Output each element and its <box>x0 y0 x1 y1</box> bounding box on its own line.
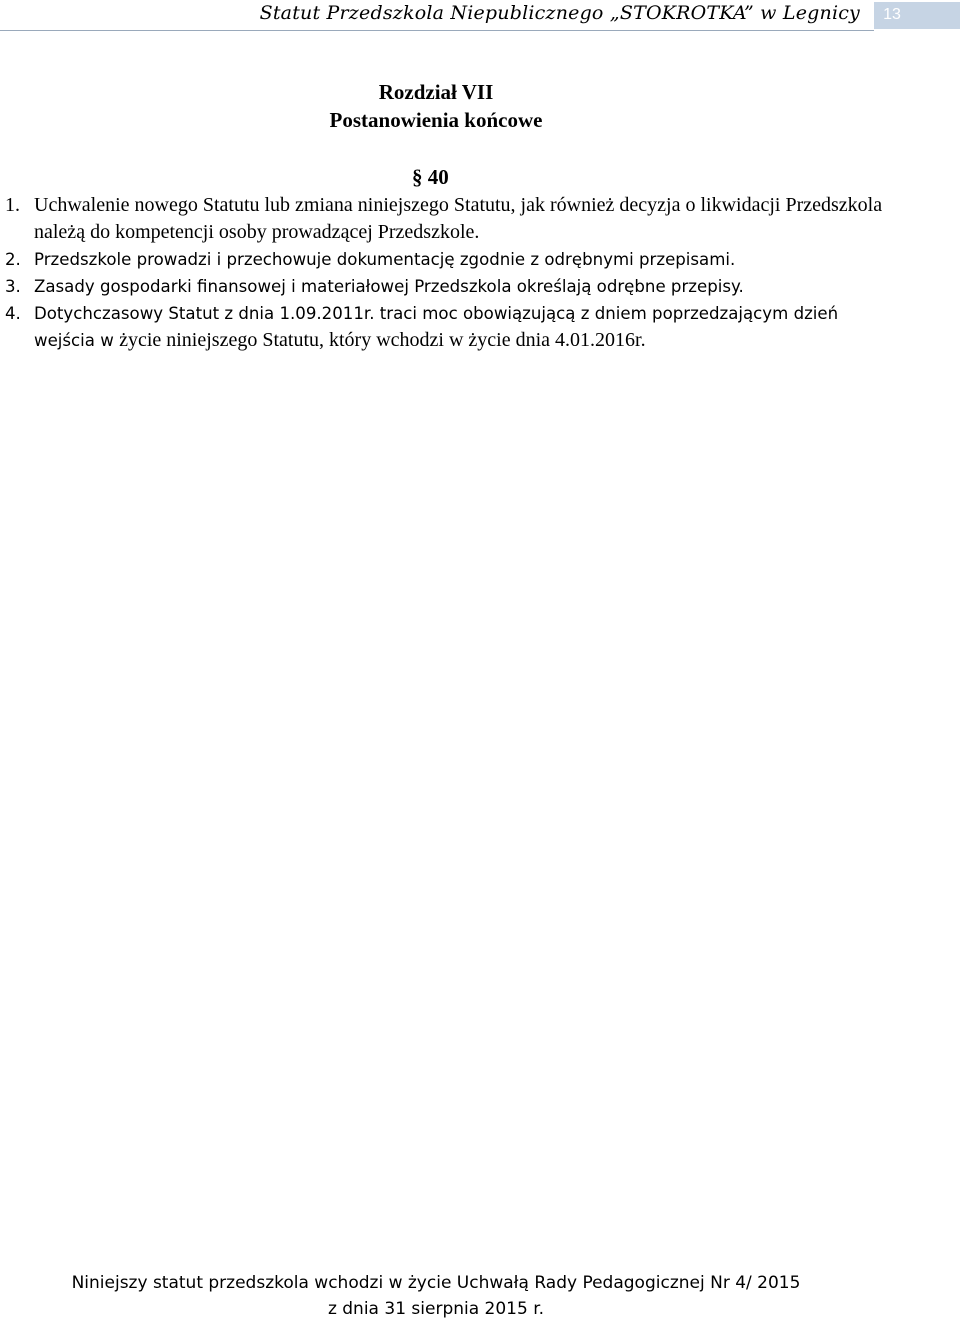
page-number-box <box>874 2 960 29</box>
list-item <box>0 300 900 354</box>
list-item-number: 2. <box>5 250 21 269</box>
chapter-number: Rozdział VII <box>378 80 494 104</box>
list-item <box>0 246 900 273</box>
section-label: § 40 <box>412 165 449 189</box>
list-item-text-lead: Dotychczasowy Statut z dnia 1.09.2011r. traci moc obowiązującą z dniem poprzedzającym dzień wejścia w <box>34 304 839 350</box>
page-number: 13 <box>883 6 901 23</box>
chapter-title: Postanowienia końcowe <box>329 108 543 132</box>
header-rule <box>0 30 874 31</box>
list-item-number: 4. <box>5 304 21 323</box>
footer-line-2: z dnia 31 sierpnia 2015 r. <box>327 1299 545 1319</box>
footer-line-1: Niniejszy statut przedszkola wchodzi w życie Uchwałą Rady Pedagogicznej Nr 4/ 2015 <box>71 1273 801 1293</box>
list-item-number: 3. <box>5 277 21 296</box>
list-item <box>0 192 900 246</box>
page-header <box>0 0 960 34</box>
list-item-number: 1. <box>5 194 20 216</box>
list-item <box>0 273 900 300</box>
page-footer <box>0 1270 872 1322</box>
provisions-list <box>0 192 900 354</box>
list-item-text-tail: życie niniejszego Statutu, który wchodzi w życie dnia 4.01.2016r. <box>119 329 646 351</box>
list-item-text: Zasady gospodarki finansowej i materiałowej Przedszkola określają odrębne przepisy. <box>34 277 744 296</box>
list-item-text: Przedszkole prowadzi i przechowuje dokumentację zgodnie z odrębnymi przepisami. <box>34 250 736 269</box>
chapter-heading <box>0 78 872 134</box>
header-title: Statut Przedszkola Niepublicznego „STOKROTKA” w Legnicy <box>259 2 860 24</box>
list-item-text: Uchwalenie nowego Statutu lub zmiana niniejszego Statutu, jak również decyzja o likwidacji Przedszkola należą do kompetencji osoby prowadzącej Przedszkole. <box>34 194 883 243</box>
